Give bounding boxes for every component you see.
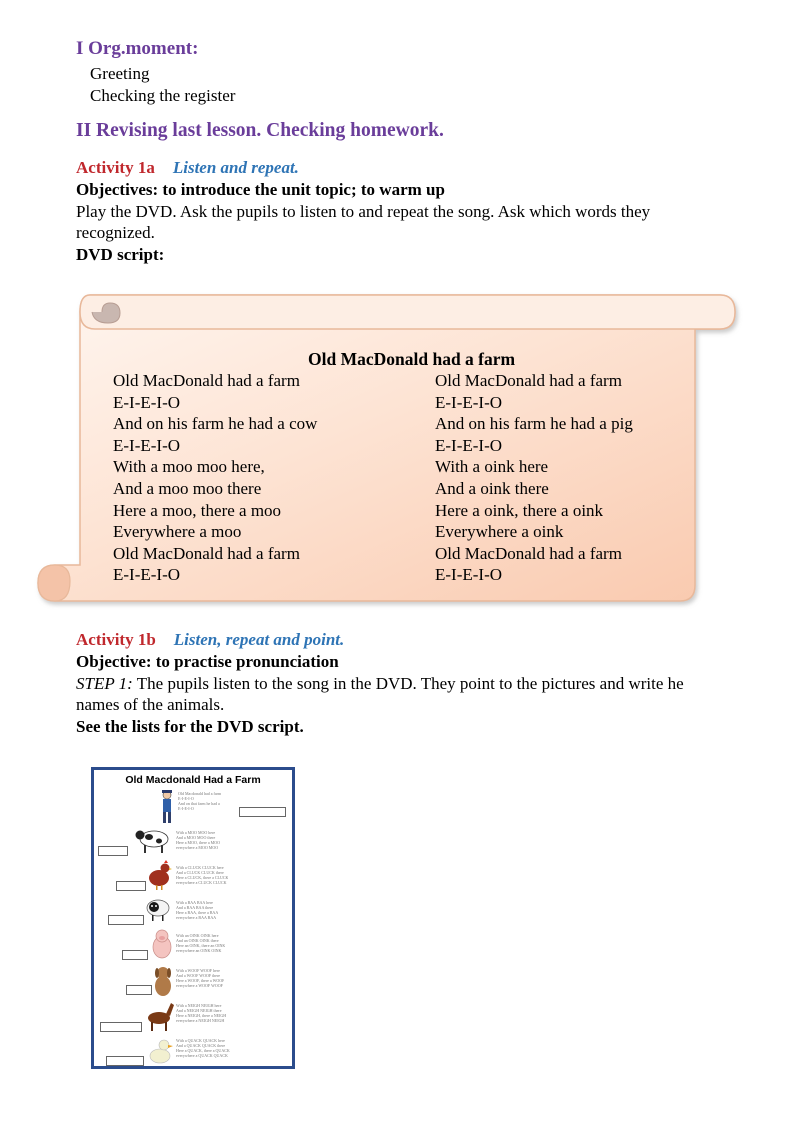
worksheet-line: With a QUACK QUACK here (176, 1038, 225, 1043)
worksheet-line: With a MOO MOO here (176, 830, 216, 835)
song-line: And a oink there (435, 478, 549, 498)
answer-box[interactable] (239, 807, 286, 817)
answer-box[interactable] (98, 846, 128, 856)
worksheet-verse (176, 900, 218, 920)
song-line: And a moo moo there (113, 478, 262, 498)
worksheet-line: Old Macdonald had a farm (178, 791, 222, 796)
pig-icon (150, 928, 174, 960)
answer-box[interactable] (126, 985, 152, 995)
song-line: Old MacDonald had a farm (435, 543, 622, 563)
activity1b-step1-line2: names of the animals. (76, 695, 225, 714)
worksheet-verse (176, 1003, 226, 1023)
worksheet-line: With a CLUCK CLUCK here (176, 865, 224, 870)
worksheet-line: everywhere a CLUCK CLUCK (176, 880, 227, 885)
worksheet-line: E-I-E-I-O (178, 806, 194, 811)
worksheet-image (91, 767, 295, 1069)
song-line: Old MacDonald had a farm (113, 371, 300, 390)
activity1a-body-line1: Play the DVD. Ask the pupils to listen to and repeat the song. Ask which words they (76, 202, 651, 221)
answer-box[interactable] (100, 1022, 142, 1032)
worksheet-verse (176, 968, 224, 988)
worksheet-verse (176, 865, 228, 885)
activity1b-instruction: Listen, repeat and point. (173, 630, 345, 649)
hen-icon (146, 860, 172, 890)
song-line: Old MacDonald had a farm (435, 371, 622, 390)
activity1a-label: Activity 1a (76, 158, 155, 177)
song-line: And on his farm he had a cow (113, 414, 318, 434)
worksheet-line: Here a BAA, there a BAA (176, 910, 219, 915)
activity1b-step1 (76, 673, 684, 695)
worksheet-line: everywhere a BAA BAA (176, 915, 217, 920)
activity1a-heading (76, 157, 299, 179)
worksheet-line: And a MOO MOO there (176, 835, 216, 840)
dvd-script-label: DVD script: (76, 245, 165, 264)
answer-box[interactable] (106, 1056, 144, 1066)
worksheet-line: And a QUACK QUACK there (176, 1043, 226, 1048)
song-line: Old MacDonald had a farm (113, 543, 300, 563)
worksheet-verse (176, 1038, 230, 1058)
answer-box[interactable] (122, 950, 148, 960)
worksheet-line: Here a MOO, there a MOO (176, 840, 220, 845)
worksheet-line: everywhere a QUACK QUACK (176, 1053, 228, 1058)
worksheet-line: everywhere a WOOF WOOF (176, 983, 223, 988)
song-line: With a oink here (435, 457, 549, 477)
worksheet-line: Here an OINK, there an OINK (176, 943, 226, 948)
song-line: E-I-E-I-O (113, 392, 181, 412)
worksheet-line: Here a WOOF, there a WOOF (176, 978, 225, 983)
activity1b-objective: Objective: to practise pronunciation (76, 652, 339, 671)
worksheet-line: Here a NEIGH, there a NEIGH (176, 1013, 227, 1018)
activity1a-objectives: Objectives: to introduce the unit topic; to warm up (76, 180, 445, 199)
answer-box[interactable] (116, 881, 146, 891)
dog-icon (152, 965, 174, 997)
worksheet-line: everywhere a MOO MOO (176, 845, 219, 850)
cow-icon (134, 826, 170, 854)
song-left-column (113, 370, 317, 586)
worksheet-line: everywhere an OINK OINK (176, 948, 222, 953)
activity1b-label: Activity 1b (76, 630, 156, 649)
worksheet-verse (176, 933, 225, 953)
song-line: With a moo moo here, (113, 457, 265, 477)
song-line: Here a moo, there a moo (113, 500, 282, 520)
see-lists-note: See the lists for the DVD script. (76, 717, 304, 736)
horse-icon (146, 1000, 174, 1032)
checking-register-item: Checking the register (90, 86, 236, 105)
worksheet-line: And a CLUCK CLUCK there (176, 870, 224, 875)
worksheet-line: And on that farm he had a (178, 801, 220, 806)
worksheet-line: And a BAA BAA there (176, 905, 214, 910)
worksheet-line: E-I-E-I-O (178, 796, 194, 801)
worksheet-line: everywhere a NEIGH NEIGH (176, 1018, 225, 1023)
worksheet-line: With a NEIGH NEIGH here (176, 1003, 222, 1008)
song-right-column (435, 370, 633, 586)
song-line: Everywhere a oink (435, 522, 564, 542)
worksheet-line: And a NEIGH NEIGH there (176, 1008, 222, 1013)
song-line: E-I-E-I-O (113, 435, 181, 455)
section2-title: II Revising last lesson. Checking homework. (76, 120, 444, 141)
worksheet-title: Old Macdonald Had a Farm (125, 774, 261, 786)
greeting-item: Greeting (90, 64, 150, 83)
sheep-icon (144, 896, 172, 924)
step1-text: The pupils listen to the song in the DVD. They point to the pictures and write he (132, 674, 684, 693)
worksheet-line: Here a QUACK, there a QUACK (176, 1048, 230, 1053)
worksheet-verse (176, 830, 220, 850)
worksheet-intro (178, 791, 221, 811)
activity1a-body-line2: recognized. (76, 223, 155, 242)
step1-label: STEP 1: (76, 674, 133, 693)
worksheet-line: And an OINK OINK there (176, 938, 219, 943)
farmer-icon (160, 790, 174, 824)
answer-box[interactable] (108, 915, 144, 925)
song-line: Everywhere a moo (113, 522, 242, 542)
song-line: E-I-E-I-O (435, 435, 503, 455)
section1-title: I Org.moment: (76, 38, 199, 59)
song-line: E-I-E-I-O (435, 392, 503, 412)
activity1a-instruction: Listen and repeat. (172, 158, 299, 177)
song-line: And on his farm he had a pig (435, 414, 633, 434)
activity1b-heading (76, 629, 344, 651)
song-title: Old MacDonald had a farm (308, 349, 516, 369)
worksheet-line: With a BAA BAA here (176, 900, 213, 905)
song-line: E-I-E-I-O (435, 565, 503, 585)
worksheet-line: With a WOOF WOOF here (176, 968, 220, 973)
song-line: E-I-E-I-O (113, 565, 181, 585)
worksheet-line: With an OINK OINK here (176, 933, 219, 938)
song-line: Here a oink, there a oink (435, 500, 604, 520)
worksheet-line: Here a CLUCK, there a CLUCK (176, 875, 229, 880)
worksheet-line: And a WOOF WOOF there (176, 973, 221, 978)
duck-icon (148, 1036, 174, 1066)
